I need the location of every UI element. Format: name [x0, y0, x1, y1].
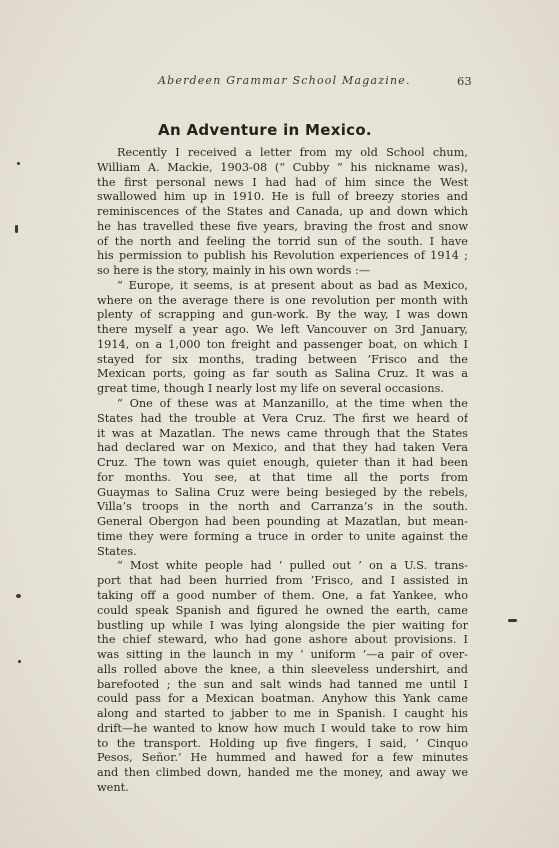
text-line: his permission to publish his Revolution experiences of 1914 ; [97, 249, 468, 263]
text-line: so here is the story, mainly in his own words :— [97, 264, 371, 278]
text-line: reminiscences of the States and Canada, up and down which [97, 205, 468, 219]
text-line: Pesos, Señor.’ He hummed and hawed for a few minutes [97, 751, 468, 765]
text-line: he has travelled these five years, braving the frost and snow [97, 219, 468, 233]
text-line: went. [97, 780, 129, 794]
text-line: “ Most white people had ‘ pulled out ’ on a U.S. trans- [117, 559, 468, 573]
running-header [60, 74, 470, 90]
margin-speck [15, 225, 18, 233]
text-line: General Obergon had been pounding at Mazatlan, but mean- [97, 515, 468, 529]
text-line: swallowed him up in 1910. He is full of breezy stories and [97, 190, 468, 204]
text-line: great time, though I nearly lost my life on several occasions. [97, 382, 444, 396]
text-line: Villa’s troops in the north and Carranza’s in the south. [97, 500, 468, 514]
text-line: States. [97, 544, 137, 558]
text-line: Recently I received a letter from my old School chum, [117, 146, 468, 159]
text-line: of the north and feeling the torrid sun of the south. I have [97, 234, 468, 248]
text-line: for months. You see, at that time all the ports from [97, 470, 468, 484]
text-line: Guaymas to Salina Cruz were being besieged by the rebels, [97, 485, 468, 499]
text-line: port that had been hurried from ’Frisco, and I assisted in [97, 574, 468, 588]
text-line: bustling up while I was lying alongside the pier waiting for [97, 618, 468, 632]
text-line: “ One of these was at Manzanillo, at the time when the [117, 397, 468, 411]
text-line: where on the average there is one revolution per month with [97, 293, 468, 307]
text-line: “ Europe, it seems, is at present about as bad as Mexico, [117, 278, 468, 292]
article-body [97, 146, 468, 796]
margin-speck [18, 660, 21, 663]
text-line: plenty of scrapping and gun-work. By the way, I was down [97, 308, 468, 322]
text-line: States had the trouble at Vera Cruz. The first we heard of [97, 411, 468, 425]
text-line: there myself a year ago. We left Vancouver on 3rd January, [97, 323, 468, 337]
article-title: An Adventure in Mexico. [158, 121, 372, 139]
margin-speck [16, 594, 21, 598]
text-line: could speak Spanish and figured he owned the earth, came [97, 603, 468, 617]
text-line: to the transport. Holding up five fingers, I said, ‘ Cinquo [97, 736, 468, 750]
margin-speck [508, 619, 517, 622]
text-line: was sitting in the launch in my ‘ uniform ’—a pair of over- [97, 648, 468, 662]
text-line: 1914, on a 1,000 ton freight and passenger boat, on which I [97, 337, 468, 351]
page-number: 63 [457, 74, 472, 88]
running-title: Aberdeen Grammar School Magazine. [158, 74, 411, 87]
text-line: William A. Mackie, 1903-08 (“ Cubby ” his nickname was), [97, 160, 468, 174]
text-line: alls rolled above the knee, a thin sleeveless undershirt, and [97, 662, 468, 676]
text-line: Mexican ports, going as far south as Salina Cruz. It was a [97, 367, 468, 381]
text-line: stayed for six months, trading between ’Frisco and the [97, 352, 468, 366]
text-line: taking off a good number of them. One, a fat Yankee, who [97, 588, 468, 602]
text-line: along and started to jabber to me in Spanish. I caught his [97, 707, 468, 721]
text-line: it was at Mazatlan. The news came through that the States [97, 426, 468, 440]
text-line: barefooted ; the sun and salt winds had tanned me until I [97, 677, 468, 691]
margin-speck [17, 162, 20, 165]
text-line: and then climbed down, handed me the money, and away we [97, 766, 468, 780]
text-line: drift—he wanted to know how much I would take to row him [97, 721, 468, 735]
text-line: had declared war on Mexico, and that they had taken Vera [97, 441, 468, 455]
text-line: Cruz. The town was quiet enough, quieter than it had been [97, 456, 468, 470]
text-line: could pass for a Mexican boatman. Anyhow this Yank came [97, 692, 468, 706]
text-line: the chief steward, who had gone ashore about provisions. I [97, 633, 468, 647]
text-line: the first personal news I had had of him since the West [97, 175, 468, 189]
text-line: time they were forming a truce in order to unite against the [97, 529, 468, 543]
